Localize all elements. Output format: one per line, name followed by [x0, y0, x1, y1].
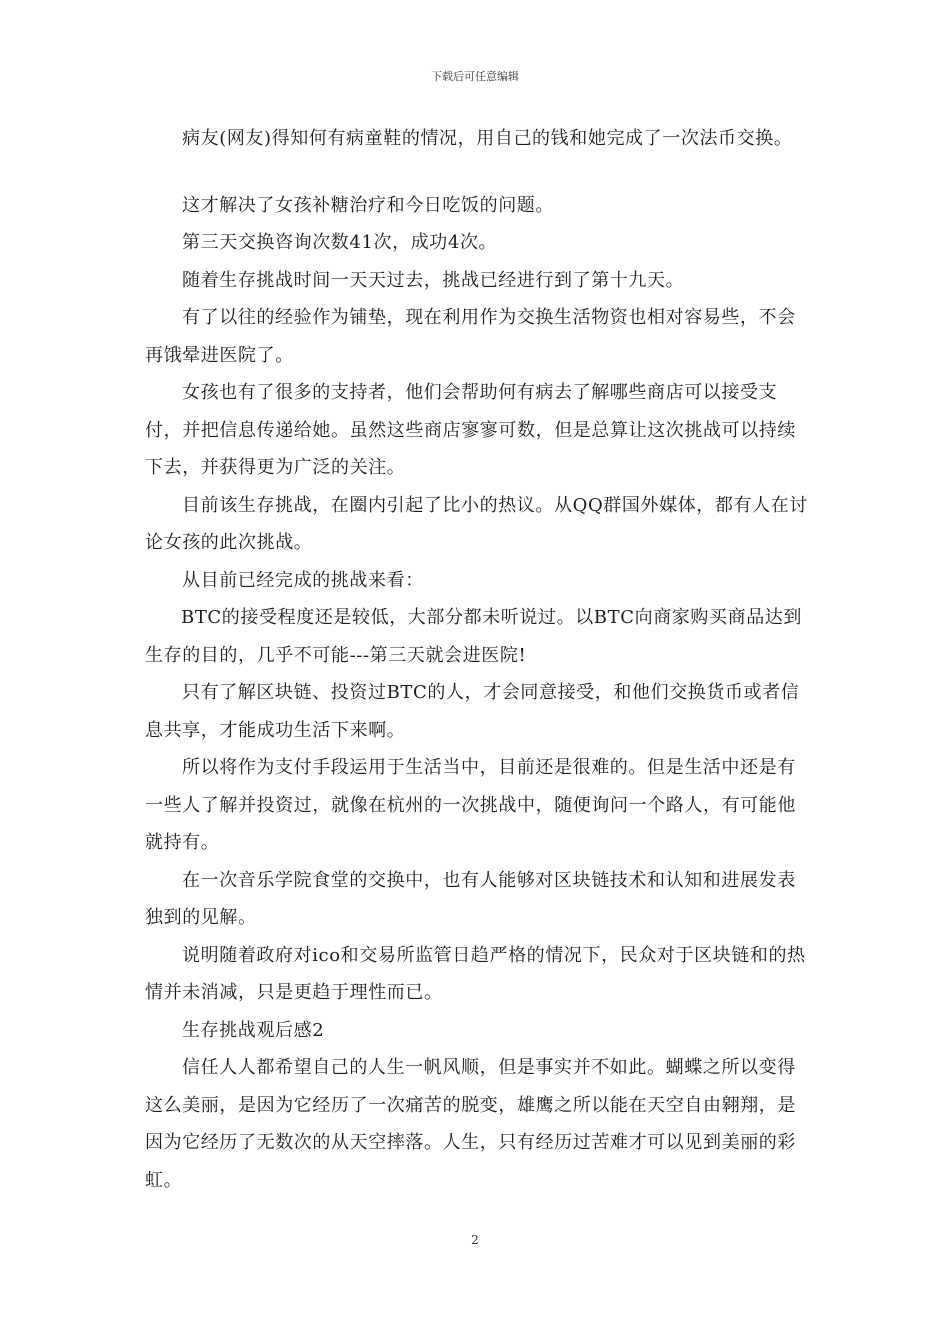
paragraph-1: 病友(网友)得知何有病童鞋的情况，用自己的钱和她完成了一次法币交换。: [182, 128, 793, 149]
paragraph-9: BTC的接受程度还是较低，大部分都未听说过。以BTC向商家购买商品达到生存的目的，几乎不可能---第三天就会进医院!: [145, 607, 803, 666]
paragraph-4: 随着生存挑战时间一天天过去，挑战已经进行到了第十九天。: [182, 269, 685, 291]
paragraph-14: 信任人人都希望自己的人生一帆风顺，但是事实并不如此。蝴蝶之所以变得这么美丽，是因为它经历了一次痛苦的脱变，雄鹰之所以能在天空自由翱翔，是因为它经历了无数次的从天空摔落。人生，只有经历过苦难才可以见到美丽的彩虹。: [145, 1057, 796, 1191]
document-body: [145, 120, 813, 1199]
section-heading: 生存挑战观后感2: [182, 1019, 325, 1041]
paragraph-3: 第三天交换咨询次数41次，成功4次。: [182, 232, 498, 253]
paragraph-11: 所以将作为支付手段运用于生活当中，目前还是很难的。但是生活中还是有一些人了解并投资过，就像在杭州的一次挑战中，随便询问一个路人，有可能他就持有。: [145, 757, 796, 853]
paragraph-8: 从目前已经完成的挑战来看：: [182, 569, 424, 591]
paragraph-2: 这才解决了女孩补糖治疗和今日吃饭的问题。: [182, 194, 554, 216]
paragraph-12: 在一次音乐学院食堂的交换中，也有人能够对区块链技术和认知和进展发表独到的见解。: [145, 869, 796, 928]
page-header: 下载后可任意编辑: [431, 70, 519, 83]
paragraph-6: 女孩也有了很多的支持者，他们会帮助何有病去了解哪些商店可以接受支付，并把信息传递给她。虽然这些商店寥寥可数，但是总算让这次挑战可以持续下去，并获得更为广泛的关注。: [145, 382, 796, 478]
paragraph-7: 目前该生存挑战，在圈内引起了比小的热议。从QQ群国外媒体，都有人在讨论女孩的此次挑战。: [145, 494, 808, 553]
paragraph-13: 说明随着政府对ico和交易所监管日趋严格的情况下，民众对于区块链和的热情并未消减，只是更趋于理性而已。: [145, 944, 806, 1003]
page-number: 2: [471, 1233, 479, 1247]
paragraph-10: 只有了解区块链、投资过BTC的人，才会同意接受，和他们交换货币或者信息共享，才能成功生活下来啊。: [145, 682, 800, 741]
paragraph-5: 有了以往的经验作为铺垫，现在利用作为交换生活物资也相对容易些，不会再饿晕进医院了。: [145, 307, 796, 366]
